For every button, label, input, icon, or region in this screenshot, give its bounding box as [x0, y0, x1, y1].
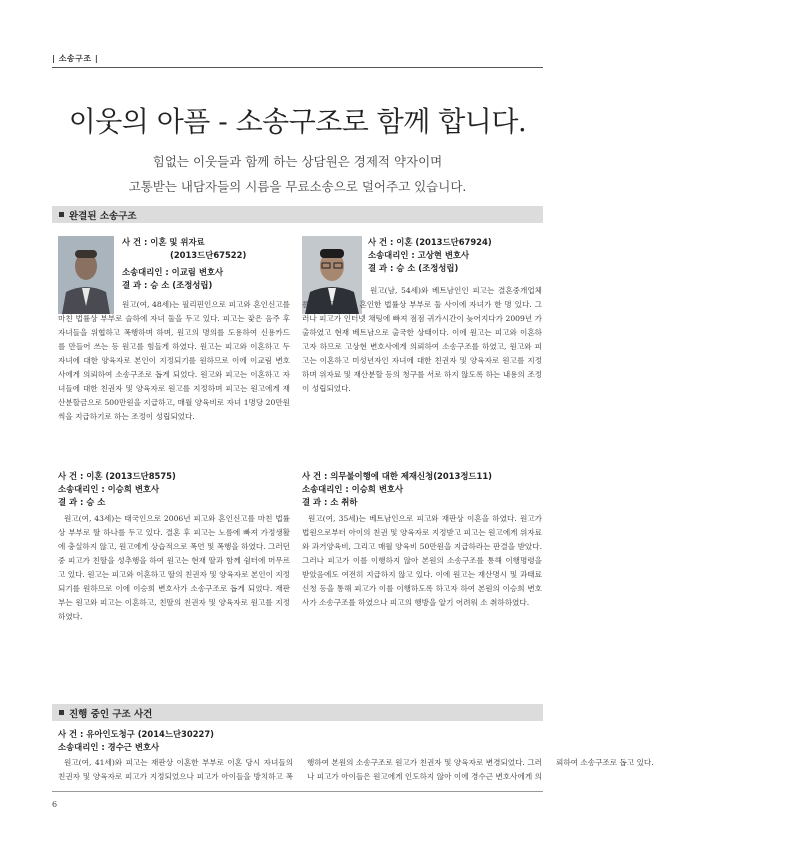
case-1-lawyer: 소송대리인 : 이교림 변호사 — [122, 267, 224, 277]
section-label: 진행 중인 구조 사건 — [69, 709, 153, 720]
case-3-result: 결 과 : 승 소 — [58, 497, 106, 507]
bullet-square-icon — [59, 212, 64, 217]
case-3-title: 사 건 : 이혼 (2013드단8575) — [58, 471, 176, 481]
case-2-result: 결 과 : 승 소 (조정성립) — [368, 263, 459, 273]
case-4-lawyer: 소송대리인 : 이승희 변호사 — [302, 484, 404, 494]
case-2-body: 원고(남, 54세)와 베트남인인 피고는 결혼중개업체를 통해 2005년 혼인한 법률상 부부로 둘 사이에 자녀가 한 명 있다. 그러나 피고가 인터넷 채팅에 빠져 점점 귀가시간이 늦어지다가 2009년 가출하였고 현재 베트남으로 출국한 상태이다. 이에 원고는 피고와 이혼하고자 하므로 고상현 변호사에게 의뢰하여 소송구조를 하였고, 원고와 피고는 이혼하고 미성년자인 자녀에 대한 친권자 및 양육자로 원고를 지정하며 위자료 및 재산분할 등의 청구를 서로 하지 않도록 하는 내용의 조정이 성립되었다. — [302, 286, 542, 393]
case-4-result: 결 과 : 소 취하 — [302, 497, 358, 507]
case-1-title: 사 건 : 이혼 및 위자료 — [122, 237, 205, 247]
case-4-body: 원고(여, 35세)는 베트남인으로 피고와 재판상 이혼을 하였다. 원고가 법원으로부터 아이의 친권 및 양육자로 지정받고 피고는 원고에게 위자료와 과거양육비, 그리고 매월 양육비 50만원을 지급하라는 판결을 받았다. 그러나 피고가 이를 이행하지 않아 본원의 소송구조를 통해 이행명령을 받았음에도 여전히 지급하지 않고 있다. 이에 원고는 재산명시 및 과태료 신청 등을 통해 피고가 이를 이행하도록 하고자 하여 본원의 이승희 변호사가 소송구조를 하였으나 피고의 행방을 알기 어려워 소 취하하였다. — [302, 514, 542, 607]
case-5-lawyer: 소송대리인 : 경수근 변호사 — [58, 742, 160, 752]
case-2-title: 사 건 : 이혼 (2013드단67924) — [368, 237, 492, 247]
case-1-meta — [122, 236, 246, 262]
case-3-body: 원고(여, 43세)는 태국인으로 2006년 피고와 혼인신고를 마친 법률상 부부로 딸 하나를 두고 있다. 결혼 후 피고는 노름에 빠져 가정생활에 충실하지 않고, 원고에게 상습적으로 폭언 및 폭행을 하였다. 그러던 중 피고가 친딸을 성추행을 하여 원고는 현재 딸과 함께 쉼터에 머무르고 있다. 원고는 피고와 이혼하고 딸의 친권자 및 양육자로 본인이 지정되기를 원하므로 이에 이승희 변호사가 소송구조로 돕게 되었다. 재판부는 원고와 피고는 이혼하고, 친딸의 친권자 및 양육자로 원고를 지정하였다. — [58, 514, 290, 621]
section-header-ongoing — [52, 704, 543, 721]
case-1-number: (2013드단67522) — [170, 250, 247, 260]
case-3-meta — [58, 470, 176, 509]
section-header-completed — [52, 206, 543, 223]
subtitle-line-2: 고통받는 내담자들의 시름을 무료소송으로 덜어주고 있습니다. — [128, 179, 467, 194]
bullet-square-icon — [59, 710, 64, 715]
case-1-meta-2 — [122, 266, 223, 292]
case-2-meta — [368, 236, 492, 275]
case-4-meta — [302, 470, 492, 509]
subtitle-line-1: 힘없는 이웃들과 함께 하는 상담원은 경제적 약자이며 — [152, 154, 443, 169]
section-label: 완결된 소송구조 — [69, 211, 137, 222]
footer-divider — [52, 791, 543, 792]
case-2-lawyer: 소송대리인 : 고상현 변호사 — [368, 250, 470, 260]
header-divider — [52, 67, 543, 68]
page-title: 이웃의 아픔 - 소송구조로 함께 합니다. — [68, 105, 527, 138]
case-1-body: 원고(여, 48세)는 필리핀인으로 피고와 혼인신고를 마친 법률상 부부로 슬하에 자녀 둘을 두고 있다. 피고는 잦은 음주 후 자녀들을 위협하고 폭행하며 하며, 원고의 명의를 도용하여 신용카드를 만들어 쓰는 등 원고를 힘들게 하였다. 원고는 피고와 이혼하고 두 자녀에 대한 양육자로 본인이 지정되기를 원하므로 이에 이교림 변호사에게 의뢰하여 소송구조로 돕게 되었다. 원고와 피고는 이혼하고 자녀들에 대한 친권자 및 양육자로 원고를 지정하며 피고는 원고에게 재산분할금으로 500만원을 지급하고, 매월 양육비로 자녀 1명당 20만원씩을 지급하기로 하는 조정이 성립되었다. — [58, 300, 290, 421]
case-1-result: 결 과 : 승 소 (조정성립) — [122, 280, 213, 290]
section-tag: | 소송구조 | — [52, 54, 99, 63]
case-3-lawyer: 소송대리인 : 이승희 변호사 — [58, 484, 160, 494]
case-5-body: 원고(여, 41세)와 피고는 재판상 이혼한 부부로 이혼 당시 자녀들의 친권자 및 양육자로 피고가 지정되었으나 피고가 아이들을 방치하고 폭행하여 본원의 소송구조로 원고가 친권자 및 양육자로 변경되었다. 그러나 피고가 아이들은 원고에게 인도하지 않아 이에 경수근 변호사에게 의뢰하여 소송구조로 돕고 있다. — [58, 758, 654, 781]
page-number: 6 — [52, 800, 58, 809]
case-4-title: 사 건 : 의무불이행에 대한 제재신청(2013정드11) — [302, 471, 492, 481]
case-5-title: 사 건 : 유아인도청구 (2014느단30227) — [58, 729, 215, 739]
